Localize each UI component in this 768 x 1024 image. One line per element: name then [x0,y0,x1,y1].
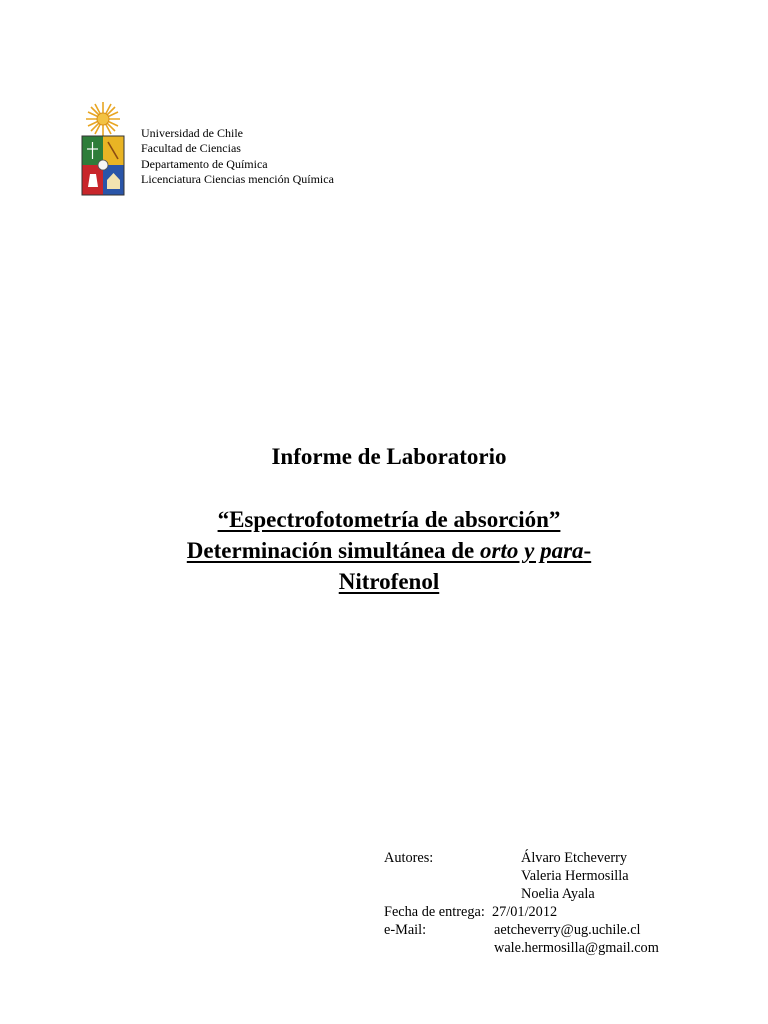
email-address: aetcheverry@ug.uchile.cl [494,922,641,938]
subtitle-line-2-text: Determinación simultánea de [186,538,481,563]
subtitle-line-2-hyphen: - [583,538,592,563]
department-name: Departamento de Química [141,156,268,171]
subtitle-line-3: Nitrofenol [338,569,440,594]
date-label: Fecha de entrega: [384,904,485,920]
author-name: Noelia Ayala [521,886,595,902]
faculty-name: Facultad de Ciencias [141,141,241,156]
author-name: Álvaro Etcheverry [521,850,627,866]
email-label: e-Mail: [384,922,427,938]
author-name: Valeria Hermosilla [521,868,629,884]
university-name: Universidad de Chile [141,126,243,140]
subtitle-line-1: “Espectrofotometría de absorción” [217,507,561,532]
authors-label: Autores: [384,850,434,866]
subtitle-line-2 [187,538,591,563]
institution-header [141,126,334,187]
report-subtitle [0,504,768,597]
university-crest-icon [80,102,126,196]
delivery-date: 27/01/2012 [492,904,558,920]
report-title: Informe de Laboratorio [271,444,507,469]
subtitle-line-2-italic: orto y para [480,538,584,563]
degree-name: Licenciatura Ciencias mención Química [141,171,334,186]
email-address: wale.hermosilla@gmail.com [494,940,659,956]
